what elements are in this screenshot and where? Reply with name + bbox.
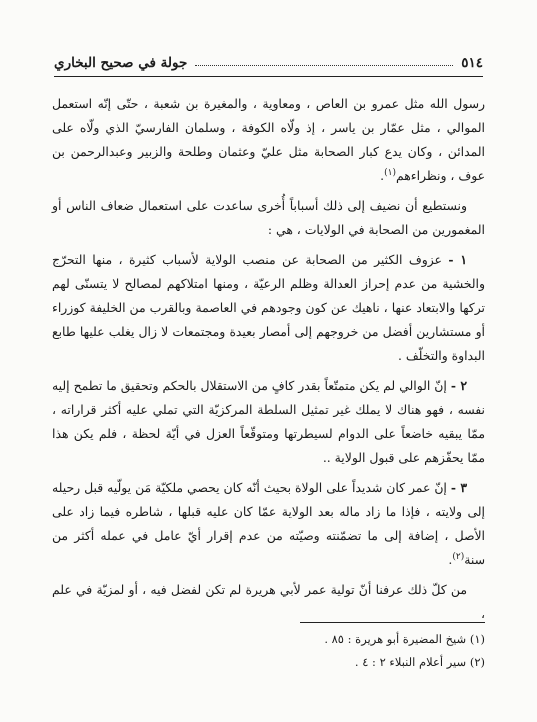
item-number: ٢ - — [450, 378, 467, 393]
paragraph-text: من كلّ ذلك عرفنا أنّ تولية عمر لأبي هريرة لم تكن لفضل فيه ، أو لمزيّة في علم ، — [52, 582, 485, 621]
paragraph-tail: . — [380, 168, 385, 183]
paragraph-text: ونستطيع أن نضيف إلى ذلك أسباباً أُخرى ساعدت على استعمال ضعاف الناس أو المغمورين من الصحابة في الولايات ، هي : — [52, 198, 485, 237]
paragraph-text: إنّ عمر كان شديداً على الولاة بحيث أنّه كان يحصي ملكيّة مَن يولّيه قبل رحيله إلى ولايته ، فإذا ما زاد ماله بعد الولاية عمّا كان عليه قبلها ، شاطره فيما زاد على الأصل ، إضافة إلى ما تضمّنته وصيّته من عدم إقرار أيّ عامل في عمله أكثر من سنة — [52, 480, 485, 567]
footnote-label: (١) — [469, 632, 485, 646]
body-text — [52, 92, 485, 632]
paragraph — [52, 92, 485, 188]
footnote-ref: (٢) — [452, 551, 465, 562]
paragraph-text: إنّ الوالي لم يكن متمتّعاً بقدر كافٍ من الاستقلال بالحكم وتحقيق ما تطمح إليه نفسه ، فهو هناك لا يملك غير تمثيل السلطة المركزيّة التي تملي عليه أكثر قراراته ، ممّا يبقيه خاضعاً على الدوام لسيطرتها ومتوقّعاً العزل في أيّة لحظة ، فلم يكن هذا ممّا يحفّزهم على قبول الولاية .. — [52, 378, 485, 465]
paragraph-text: رسول الله مثل عمرو بن العاص ، ومعاوية ، والمغيرة بن شعبة ، حتّى إنّه استعمل الموالي ، مثل عمّار بن ياسر ، إذ ولّاه الكوفة ، وسلمان الفارسيّ الذي ولّاه على المدائن ، وكان يدع كبار الصحابة مثل عليّ وعثمان وطلحة والزبير وعبدالرحمن بن عوف ، ونظراءهم — [52, 96, 485, 183]
running-title: جولة في صحيح البخاري — [54, 55, 188, 71]
running-header — [54, 50, 483, 77]
list-item — [52, 476, 485, 572]
paragraph — [52, 194, 485, 242]
list-item — [52, 374, 485, 470]
footnotes — [52, 628, 485, 674]
item-number: ٣ - — [450, 480, 467, 495]
page-number: ٥١٤ — [461, 55, 483, 71]
leader-dots — [195, 65, 453, 66]
footnote-rule — [300, 622, 485, 623]
paragraph-text: عزوف الكثير من الصحابة عن منصب الولاية لأسباب كثيرة ، منها التحرّج والخشية من عدم إحراز العدالة وظلم الرعيّة ، ومنها امتلاكهم لمصالح لا يتسنّى لهم تركها والابتعاد عنها ، ناهيك عن كون وجودهم في العاصمة وبالقرب من الخليفة كوزراء أو مستشارين أفضل من خروجهم إلى أمصار بعيدة ومجتمعات لا زال يغلب عليها طابع البداوة والتخلّف . — [52, 252, 485, 363]
list-item — [52, 248, 485, 368]
footnote-text: شيخ المضيرة أبو هريرة : ٨٥ . — [324, 632, 467, 646]
paragraph — [52, 578, 485, 626]
footnote — [52, 628, 485, 651]
item-number: ١ - — [448, 252, 467, 267]
footnote — [52, 651, 485, 674]
footnote-label: (٢) — [469, 655, 485, 669]
footnote-ref: (١) — [384, 167, 396, 178]
paragraph-tail: . — [448, 552, 453, 567]
footnote-text: سير أعلام النبلاء ٢ : ٤ . — [354, 655, 467, 669]
